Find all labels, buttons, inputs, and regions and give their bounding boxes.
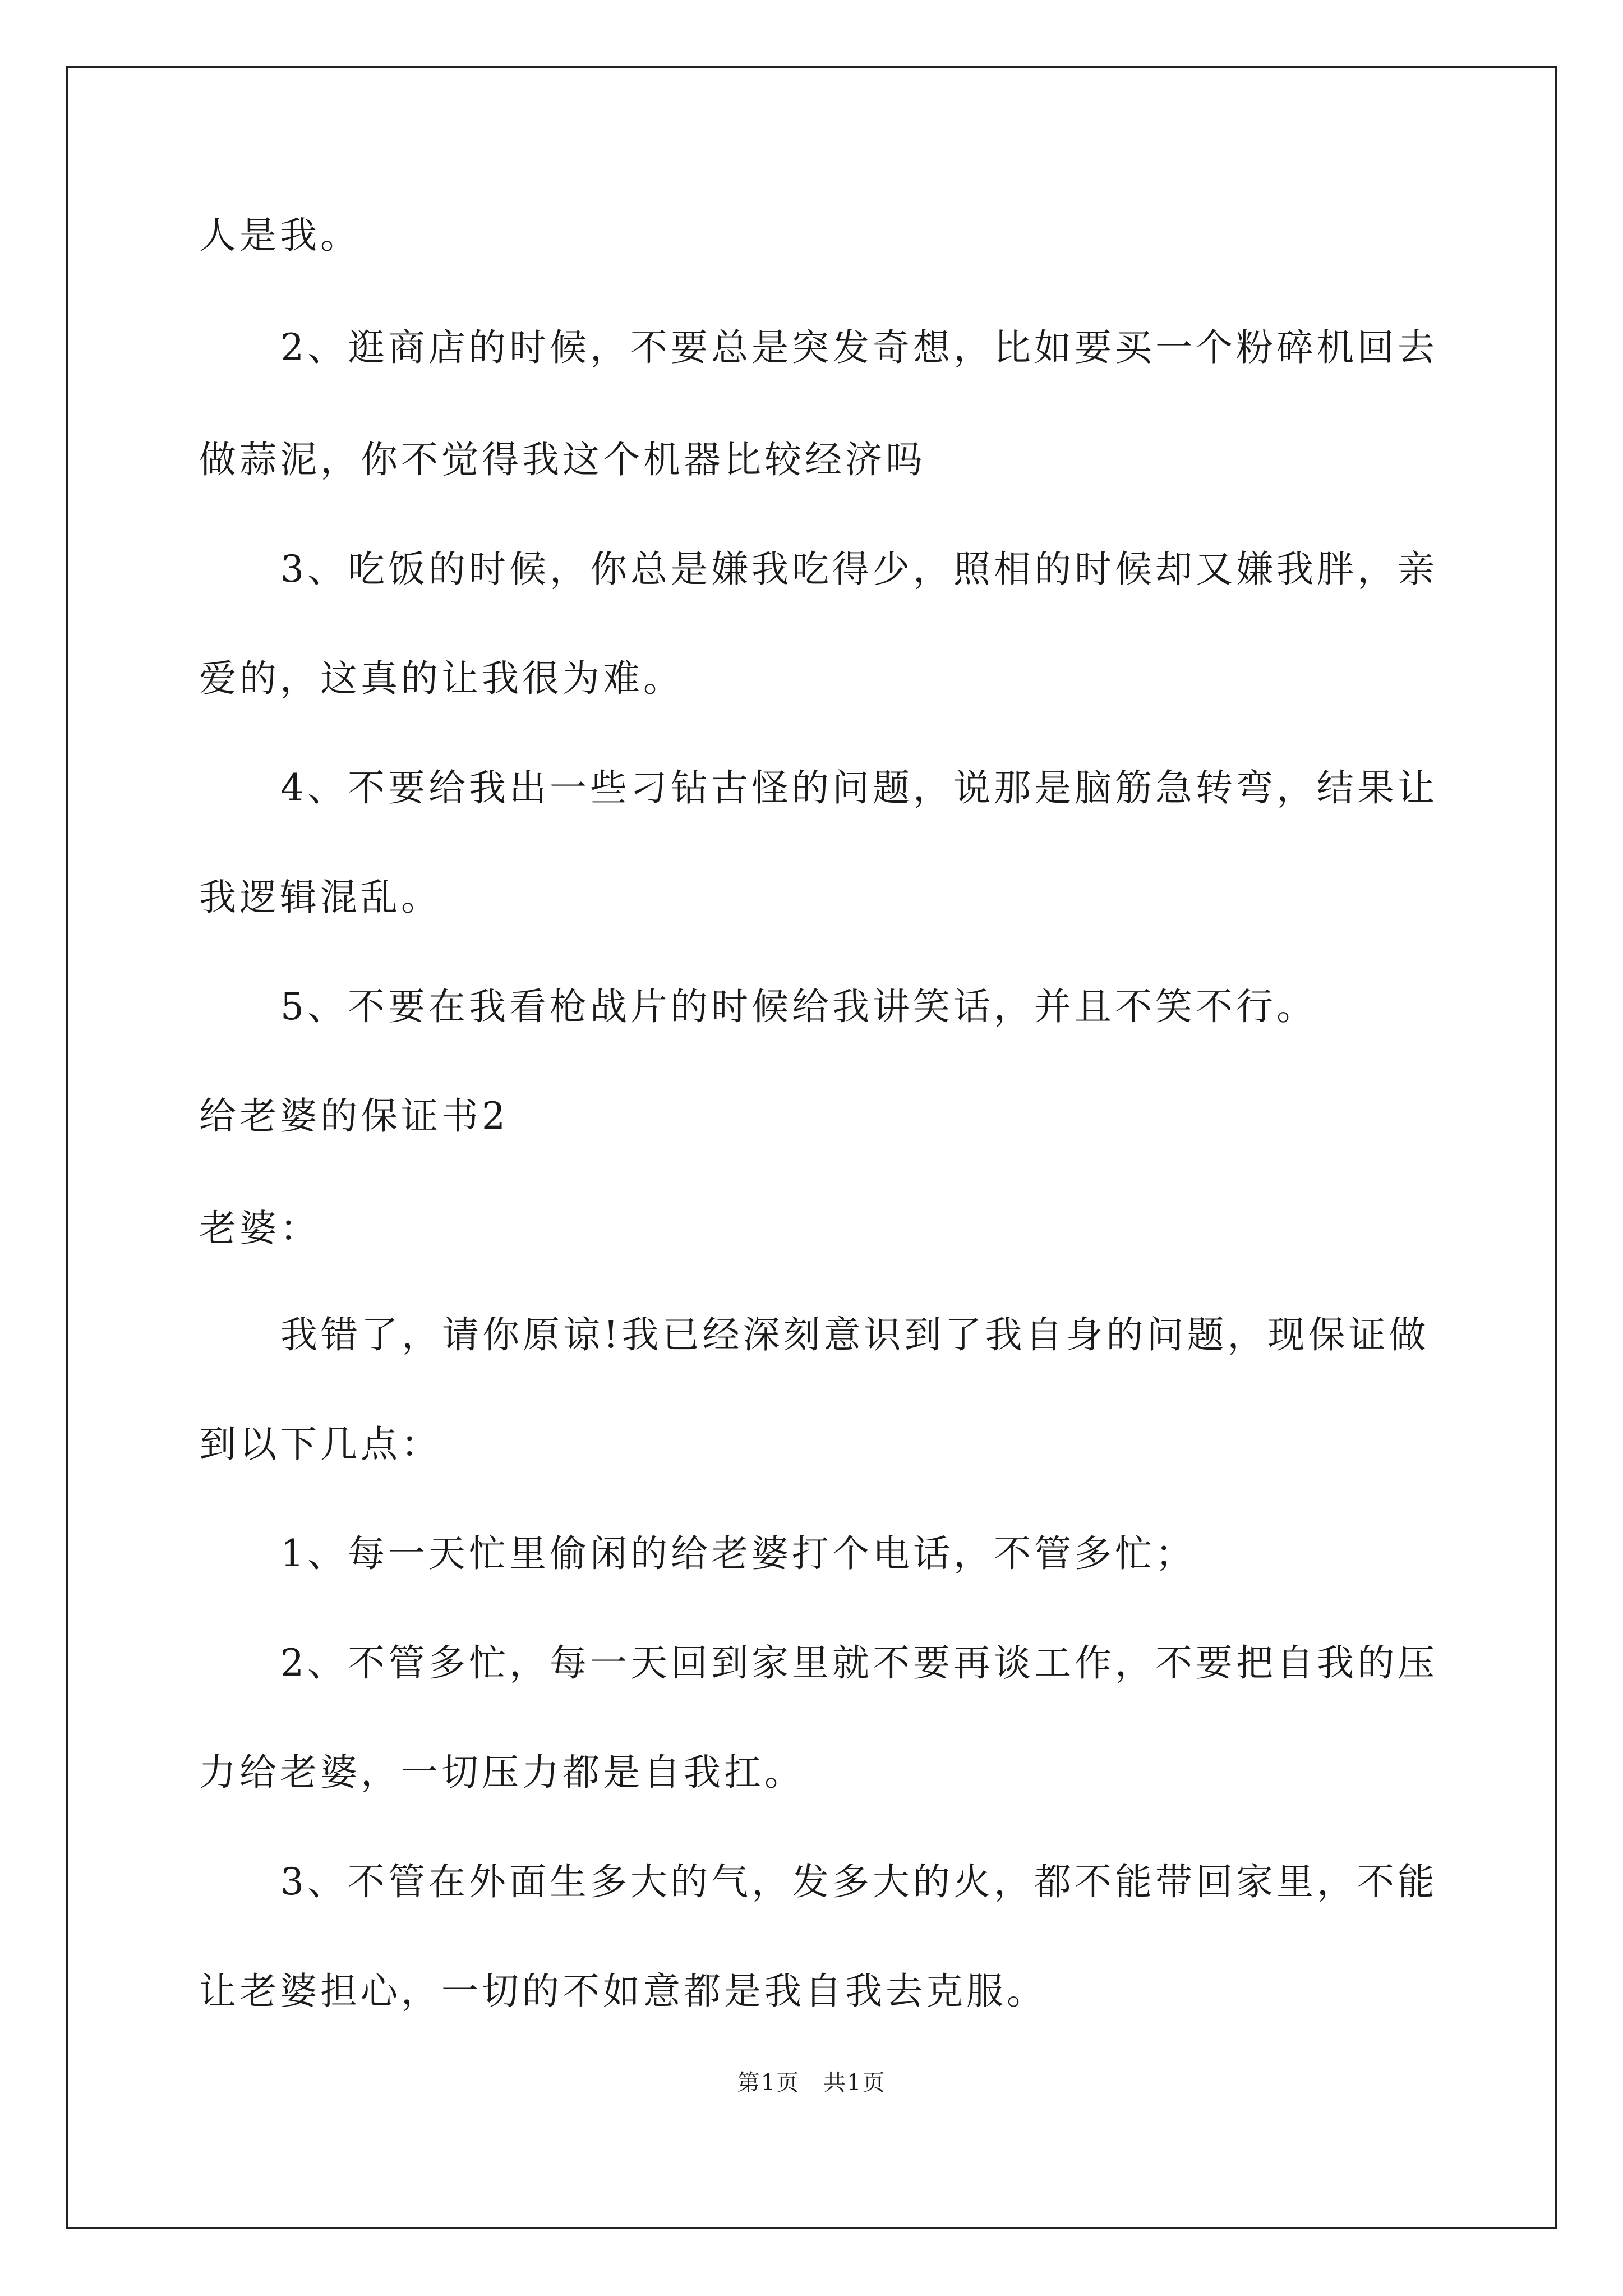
section-heading: 给老婆的保证书2: [199, 1094, 509, 1138]
text-line: 力给老婆，一切压力都是自我扛。: [199, 1751, 805, 1794]
text-line: 人是我。: [199, 214, 361, 257]
text-line: 到以下几点：: [199, 1423, 441, 1466]
text-line: 做蒜泥，你不觉得我这个机器比较经济吗: [199, 438, 926, 481]
salutation: 老婆：: [199, 1207, 320, 1250]
text-line: 爱的，这真的让我很为难。: [199, 657, 684, 700]
text-line: 3、不管在外面生多大的气，发多大的火，都不能带回家里，不能: [280, 1860, 1438, 1903]
text-line: 4、不要给我出一些刁钻古怪的问题，说那是脑筋急转弯，结果让: [280, 766, 1438, 809]
text-line: 2、不管多忙，每一天回到家里就不要再谈工作，不要把自我的压: [280, 1641, 1438, 1685]
page-number: 第1页 共1页: [737, 2070, 886, 2096]
text-line: 2、逛商店的时候，不要总是突发奇想，比如要买一个粉碎机回去: [280, 326, 1438, 369]
text-line: 让老婆担心，一切的不如意都是我自我去克服。: [199, 1970, 1047, 2013]
text-line: 5、不要在我看枪战片的时候给我讲笑话，并且不笑不行。: [280, 985, 1317, 1028]
text-line: 我逻辑混乱。: [199, 876, 441, 919]
page-border: [66, 66, 1557, 2229]
text-line: 我错了，请你原谅!我已经深刻意识到了我自身的问题，现保证做: [280, 1313, 1430, 1356]
text-line: 1、每一天忙里偷闲的给老婆打个电话，不管多忙；: [280, 1532, 1196, 1575]
text-line: 3、吃饭的时候，你总是嫌我吃得少，照相的时候却又嫌我胖，亲: [280, 547, 1438, 591]
